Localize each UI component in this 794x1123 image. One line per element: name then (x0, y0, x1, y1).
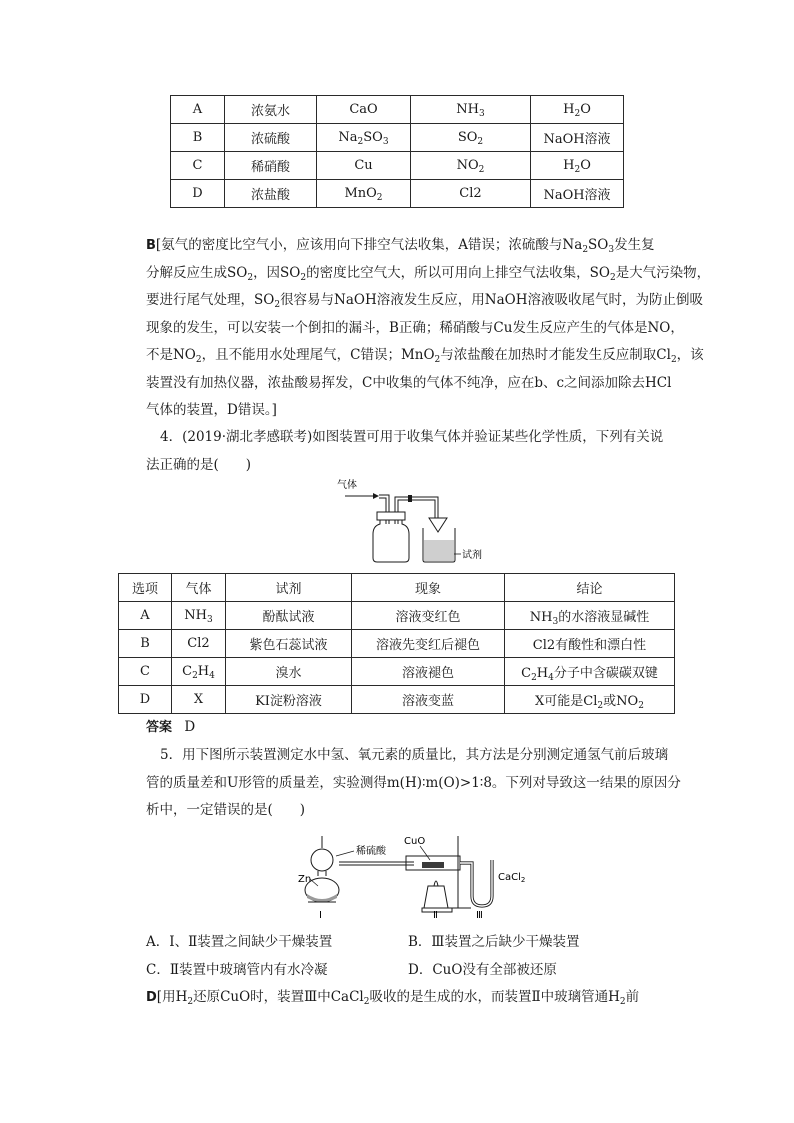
flame-icon (434, 881, 438, 886)
table-cell: 溶液褪色 (352, 658, 505, 686)
cuo-sample (422, 862, 444, 868)
table-cell: 酚酞试液 (226, 602, 352, 630)
arrow-head-icon (373, 493, 379, 499)
table-cell: $H_2O$ (531, 96, 624, 124)
question-line: 4．(2019·湖北孝感联考)如图装置可用于收集气体并验证某些化学性质，下列有关说 (160, 429, 664, 445)
table-cell: B (171, 124, 225, 152)
table-cell: KI淀粉溶液 (226, 686, 352, 714)
explanation-line: 分解反应生成$SO_2$，因$SO_2$的密度比空气大，所以可用向上排空气法收集，$SO_2$是大气污染物， (146, 264, 711, 283)
reagent-table (170, 95, 624, 208)
table-cell: C (171, 152, 225, 180)
option-b: B．Ⅲ装置之后缺少干燥装置 (408, 934, 580, 950)
explanation-3 (146, 232, 711, 425)
table-row (171, 124, 624, 152)
cuo-label: CuO (404, 836, 426, 847)
table-cell: NaOH溶液 (531, 124, 624, 152)
table-cell: 紫色石蕊试液 (226, 630, 352, 658)
acid-label: 稀硫酸 (356, 846, 386, 857)
table-cell: NaOH溶液 (531, 180, 624, 208)
table-cell: 溴水 (226, 658, 352, 686)
question-line: 法正确的是( ) (146, 456, 252, 473)
table-cell: 浓氨水 (225, 96, 317, 124)
table-cell: $NH_3$ (411, 96, 531, 124)
explanation-line: 气体的装置，D错误。] (146, 402, 277, 418)
table-row (171, 152, 624, 180)
table-cell: D (171, 180, 225, 208)
table-row (119, 602, 675, 630)
explanation-line: 现象的发生，可以安装一个倒扣的漏斗，B正确；稀硝酸与Cu发生反应产生的气体是NO， (146, 319, 684, 336)
table-cell: A (119, 602, 172, 630)
table-cell: X (172, 686, 226, 714)
table-header-row (119, 574, 675, 602)
tripod (424, 886, 448, 908)
table-cell: B (119, 630, 172, 658)
roman-2: Ⅱ (433, 910, 438, 921)
stopper (377, 512, 405, 520)
table-cell: $H_2O$ (531, 152, 624, 180)
table-cell: C (119, 658, 172, 686)
question-5 (146, 742, 681, 825)
table-row (171, 96, 624, 124)
explanation-line: 要进行尾气处理，$SO_2$很容易与NaOH溶液发生反应，用NaOH溶液吸收尾气时，为防止倒吸 (146, 292, 703, 310)
table-cell: $C_2H_4$分子中含碳碳双键 (505, 658, 675, 686)
clamp-icon (408, 495, 412, 502)
answer-label: 答案 (146, 720, 173, 735)
table-row (119, 630, 675, 658)
question-4 (146, 424, 680, 479)
table-cell: 溶液变蓝 (352, 686, 505, 714)
column-header: 结论 (505, 574, 675, 602)
answer-value: D (184, 719, 196, 735)
u-tube (460, 860, 492, 906)
column-header: 气体 (172, 574, 226, 602)
table-row (119, 686, 675, 714)
question-line: 5．用下图所示装置测定水中氢、氧元素的质量比，其方法是分别测定通氢气前后玻璃 (160, 747, 669, 763)
table-cell: A (171, 96, 225, 124)
iron-stand (446, 836, 471, 908)
column-header: 试剂 (226, 574, 352, 602)
question-line: 管的质量差和U形管的质量差，实验测得m(H)∶m(O)>1∶8。下列对导致这一结果的原因分 (146, 774, 681, 791)
explanation-line: 装置没有加热仪器，浓盐酸易挥发，C中收集的气体不纯净，应在b、c之间添加除去HCl (146, 374, 672, 391)
explanation-line: [氨气的密度比空气小，应该用向下排空气法收集，A错误；浓硫酸与$Na_2SO_3$发生复 (155, 237, 655, 255)
gas-label: 气体 (337, 480, 357, 491)
table-cell: MnO$_2$ (317, 180, 411, 208)
table-cell: Cl2有酸性和漂白性 (505, 630, 675, 658)
table-cell: 浓盐酸 (225, 180, 317, 208)
column-header: 现象 (352, 574, 505, 602)
table-cell: 稀硝酸 (225, 152, 317, 180)
explanation-line: 不是$NO_2$，且不能用水处理尾气，C错误；MnO$_2$与浓盐酸在加热时才能发生反应制取$Cl_2$，该 (146, 347, 704, 365)
table-cell: Cl2 (172, 630, 226, 658)
table-cell: Cl2 (411, 180, 531, 208)
table-cell: $NH_3$ (172, 602, 226, 630)
answer-4 (146, 716, 195, 735)
table-cell: 溶液变红色 (352, 602, 505, 630)
table-cell: $SO_2$ (411, 124, 531, 152)
option-d: D．CuO没有全部被还原 (408, 962, 557, 978)
column-header: 选项 (119, 574, 172, 602)
inverted-funnel-icon (429, 518, 447, 532)
explanation-line: [用$H_2$还原CuO时，装置Ⅲ中CaCl$_2$吸收的是生成的水，而装置Ⅱ中玻璃管通$H_2$前 (156, 989, 640, 1007)
table-cell: $Na_2SO_3$ (317, 124, 411, 152)
table-row (171, 180, 624, 208)
roman-3: Ⅲ (476, 910, 483, 921)
option-c: C．Ⅱ装置中玻璃管内有水冷凝 (146, 962, 328, 978)
answer-letter: D (146, 990, 157, 1005)
reagent-label: 试剂 (462, 550, 482, 561)
table-cell: $NH_3$的水溶液显碱性 (505, 602, 675, 630)
water-composition-apparatus (296, 826, 536, 922)
cacl2-label: CaCl$_2$ (498, 872, 526, 884)
reagent-liquid (424, 540, 454, 561)
delivery-tube (339, 862, 414, 865)
table-cell: CaO (317, 96, 411, 124)
table-cell: $C_2H_4$ (172, 658, 226, 686)
question-line: 析中，一定错误的是( ) (146, 802, 306, 818)
table-cell: $NO_2$ (411, 152, 531, 180)
answer-letter: B (146, 238, 156, 253)
table-cell: 浓硫酸 (225, 124, 317, 152)
roman-1: Ⅰ (319, 910, 322, 921)
option-a: A．Ⅰ、Ⅱ装置之间缺少干燥装置 (146, 934, 333, 950)
table-cell: 溶液先变红后褪色 (352, 630, 505, 658)
experiment-table (118, 573, 675, 714)
gas-collection-figure (335, 478, 495, 568)
table-row (119, 658, 675, 686)
table-cell: D (119, 686, 172, 714)
zn-label: Zn (298, 874, 312, 885)
kipp-upper-bulb (311, 849, 333, 871)
table-cell: X可能是$Cl_2$或$NO_2$ (505, 686, 675, 714)
gas-bottle (373, 520, 409, 562)
table-cell: Cu (317, 152, 411, 180)
explanation-5 (146, 984, 666, 1012)
